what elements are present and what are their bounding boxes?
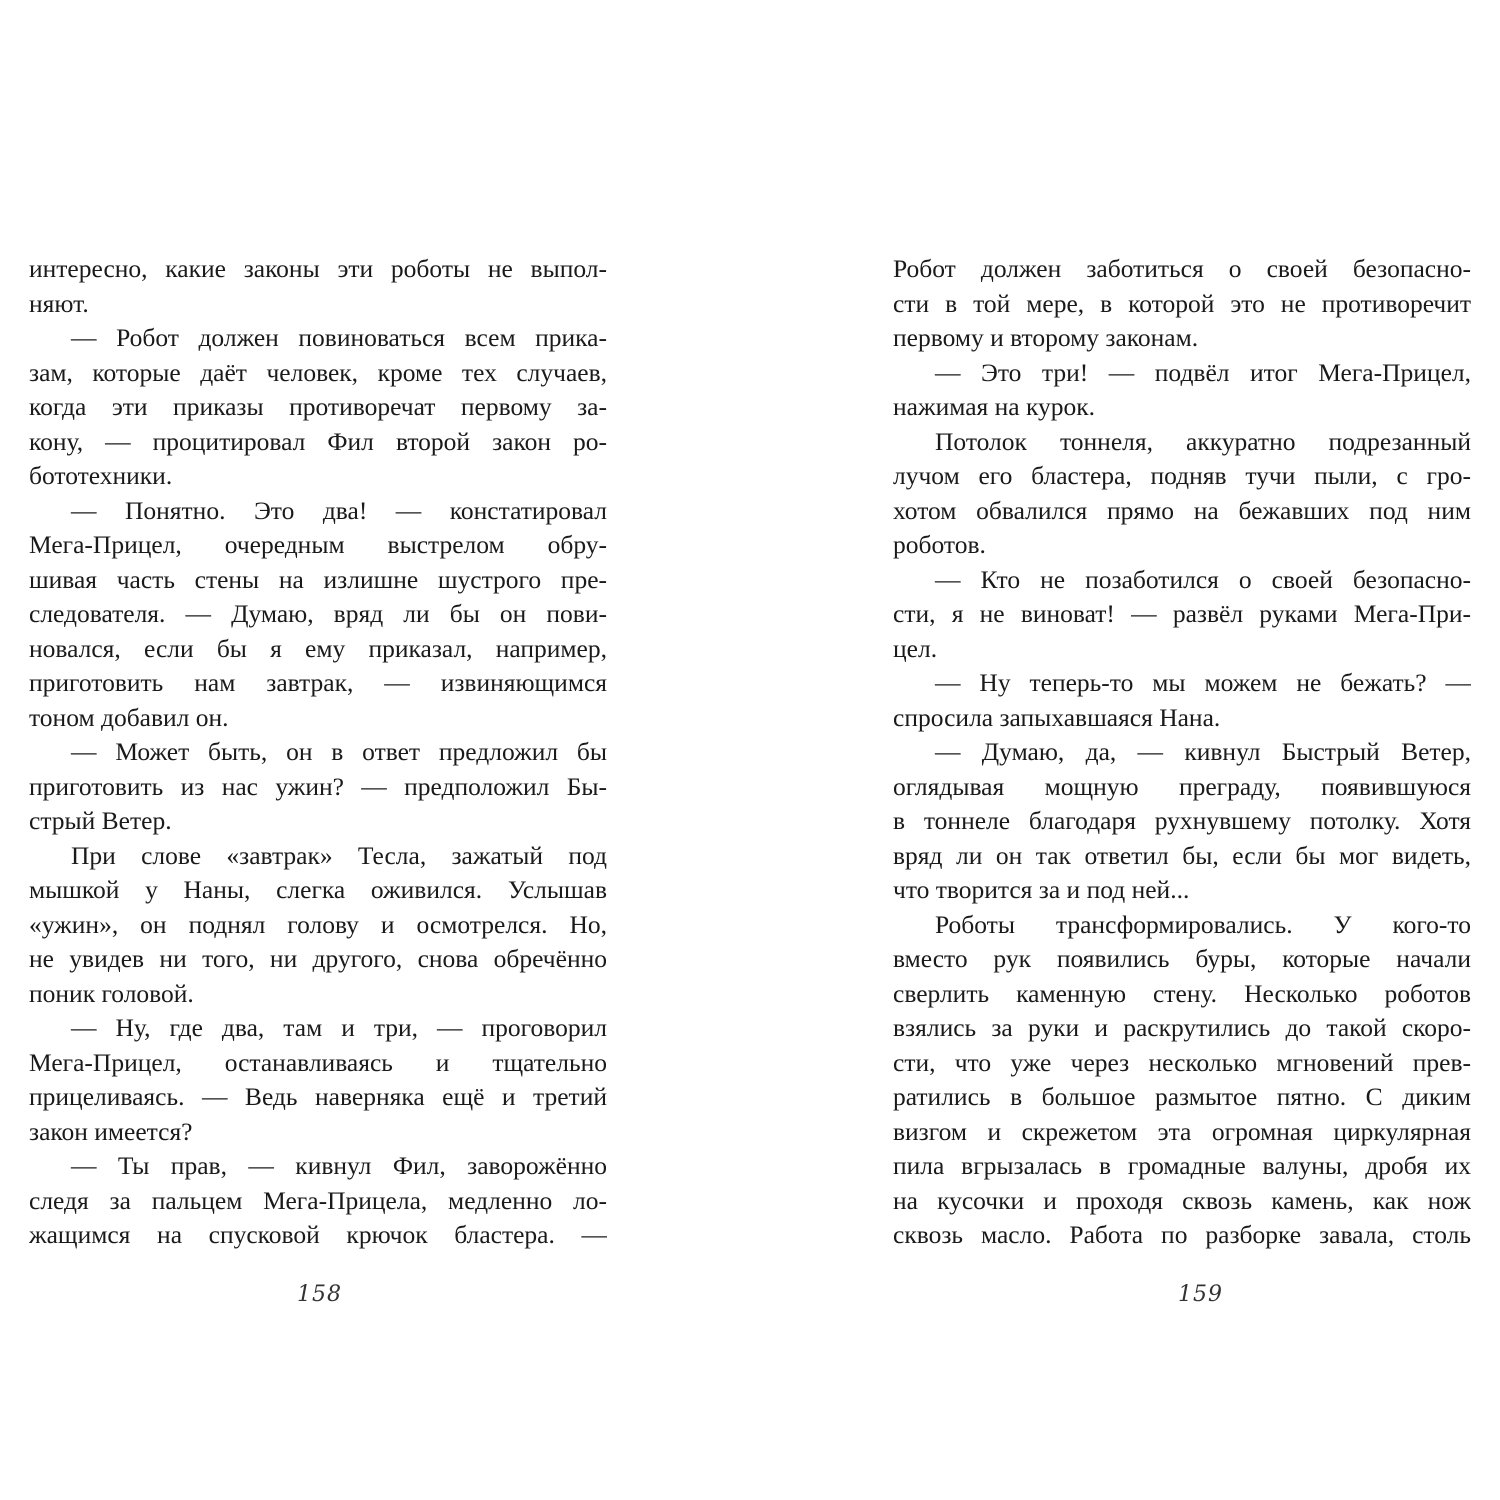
page-left	[29, 252, 607, 1253]
text-line: «ужин», он поднял голову и осмотрелся. Но,	[29, 909, 607, 939]
text-line: сверлить каменную стену. Несколько роботов	[893, 978, 1471, 1008]
text-line: нажимая на курок.	[893, 392, 1095, 421]
text-line: тоном добавил он.	[29, 702, 229, 732]
text-line: интересно, какие законы эти роботы не выпол-	[29, 254, 607, 283]
text-line: на кусочки и проходя сквозь камень, как нож	[893, 1185, 1471, 1215]
text-line: закон имеется?	[29, 1116, 193, 1146]
text-line: визгом и скрежетом эта огромная циркулярная	[893, 1116, 1471, 1146]
text-line: приготовить нам завтрак, — извиняющимся	[29, 668, 607, 697]
text-line: не увидев ни того, ни другого, снова обречённо	[29, 944, 607, 973]
text-line: спросила запыхавшаяся Нана.	[893, 702, 1221, 732]
text-line: приготовить из нас ужин? — предположил Бы-	[29, 771, 607, 801]
text-line: вряд ли он так ответил бы, если бы мог видеть,	[893, 840, 1471, 870]
text-line: — Думаю, да, — кивнул Быстрый Ветер,	[935, 737, 1471, 766]
text-line: ратились в большое размытое пятно. С диким	[893, 1082, 1471, 1111]
text-line: сти в той мере, в которой это не противоречит	[893, 288, 1471, 318]
page-right-text	[893, 252, 1471, 1253]
text-line: бототехники.	[29, 461, 173, 490]
text-line: — Робот должен повиноваться всем прика-	[71, 323, 607, 352]
text-line: — Понятно. Это два! — констатировал	[71, 495, 607, 525]
text-line: При слове «завтрак» Тесла, зажатый под	[71, 840, 607, 870]
text-line: когда эти приказы противоречат первому за-	[29, 392, 607, 421]
text-line: Потолок тоннеля, аккуратно подрезанный	[935, 426, 1471, 456]
text-line: следователя. — Думаю, вряд ли бы он пови-	[29, 599, 607, 628]
text-line: зам, которые даёт человек, кроме тех случаев,	[29, 357, 607, 387]
text-line: — Ну, где два, там и три, — проговорил	[71, 1013, 607, 1042]
text-line: первому и второму законам.	[893, 323, 1199, 352]
text-line: новался, если бы я ему приказал, например,	[29, 633, 607, 663]
text-line: лучом его бластера, подняв тучи пыли, с гро-	[893, 461, 1471, 490]
text-line: Робот должен заботиться о своей безопасно-	[893, 254, 1471, 283]
text-line: кону, — процитировал Фил второй закон ро-	[29, 426, 607, 456]
text-line: — Кто не позаботился о своей безопасно-	[935, 564, 1471, 594]
text-line: следя за пальцем Мега-Прицела, медленно ло-	[29, 1185, 607, 1215]
text-line: оглядывая мощную преграду, появившуюся	[893, 771, 1471, 801]
text-line: — Это три! — подвёл итог Мега-Прицел,	[935, 357, 1471, 387]
text-line: — Ну теперь-то мы можем не бежать? —	[935, 668, 1471, 697]
text-line: сти, что уже через несколько мгновений прев-	[893, 1047, 1471, 1077]
text-line: поник головой.	[29, 978, 194, 1008]
text-line: Роботы трансформировались. У кого-то	[935, 909, 1471, 939]
text-line: шивая часть стены на излишне шустрого пре-	[29, 564, 607, 594]
text-line: — Ты прав, — кивнул Фил, заворожённо	[71, 1151, 607, 1180]
page-number-right: 159	[1178, 1282, 1223, 1307]
text-line: хотом обвалился прямо на бежавших под ним	[893, 495, 1471, 525]
text-line: сти, я не виноват! — развёл руками Мега-При-	[893, 599, 1471, 628]
page-right	[893, 252, 1471, 1253]
text-line: Мега-Прицел, останавливаясь и тщательно	[29, 1047, 607, 1077]
page-left-text	[29, 252, 607, 1253]
text-line: роботов.	[893, 530, 986, 559]
text-line: в тоннеле благодаря рухнувшему потолку. Хотя	[893, 806, 1471, 835]
text-line: сквозь масло. Работа по разборке завала, столь	[893, 1220, 1471, 1249]
text-line: жащимся на спусковой крючок бластера. —	[29, 1220, 607, 1249]
text-line: — Может быть, он в ответ предложил бы	[71, 737, 607, 766]
text-line: вместо рук появились буры, которые начали	[893, 944, 1471, 973]
text-line: что творится за и под ней...	[893, 875, 1190, 904]
text-line: пила вгрызалась в громадные валуны, дробя их	[893, 1151, 1471, 1180]
text-line: стрый Ветер.	[29, 806, 172, 835]
text-line: мышкой у Наны, слегка оживился. Услышав	[29, 875, 607, 904]
text-line: прицеливаясь. — Ведь наверняка ещё и третий	[29, 1082, 607, 1111]
text-line: цел.	[893, 633, 938, 663]
page-number-left: 158	[297, 1282, 342, 1307]
text-line: няют.	[29, 288, 89, 318]
text-line: Мега-Прицел, очередным выстрелом обру-	[29, 530, 607, 559]
text-line: взялись за руки и раскрутились до такой скоро-	[893, 1013, 1471, 1042]
